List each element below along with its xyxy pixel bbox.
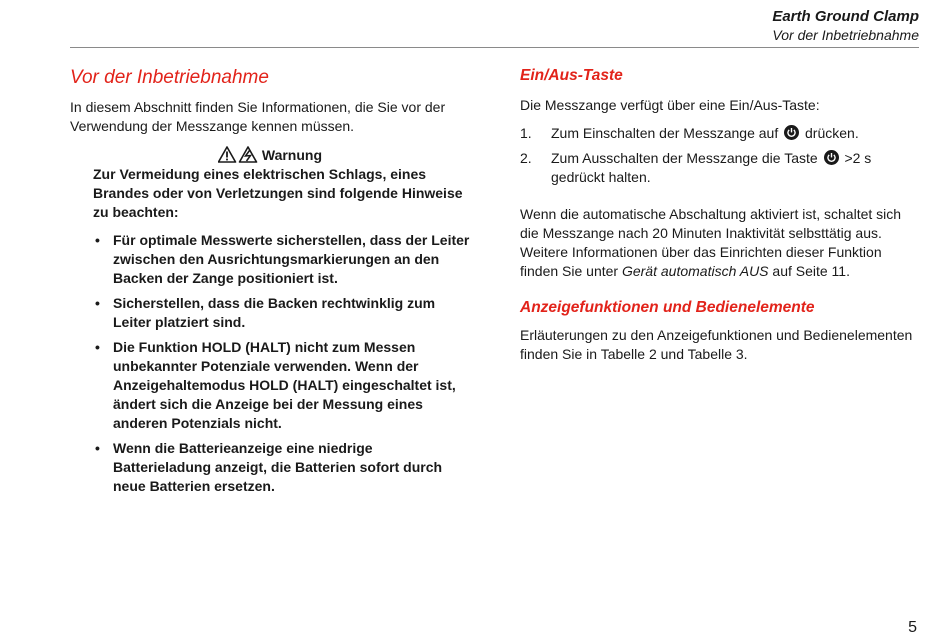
- section-intro: In diesem Abschnitt finden Sie Informationen, die Sie vor der Verwendung der Messzange kennen müssen.: [70, 99, 446, 134]
- running-header: [772, 8, 919, 44]
- right-column: [520, 66, 920, 364]
- warning-symbols: [218, 147, 262, 163]
- display-title: Anzeigefunktionen und Bedienelemente: [520, 299, 815, 316]
- bullet-icon: •: [95, 232, 100, 248]
- onoff-intro: Die Messzange verfügt über eine Ein/Aus-Taste:: [520, 97, 820, 113]
- bullet-icon: •: [95, 295, 100, 311]
- auto-off-paragraph: Wenn die automatische Abschaltung aktiviert ist, schaltet sich die Messzange nach 20 Minuten Inaktivität selbsttätig aus. Weitere Informationen über das Einrichten dieser Funktion finden Sie unter Gerät automatisch AUS auf Seite 11.: [520, 206, 902, 279]
- power-button-icon: [824, 150, 839, 165]
- bullet-icon: •: [95, 440, 100, 456]
- left-column: [70, 66, 470, 502]
- header-subtitle: Vor der Inbetriebnahme: [772, 27, 919, 43]
- list-item: • Sicherstellen, dass die Backen rechtwinklig zum Leiter platziert sind.: [95, 295, 436, 330]
- bullet-icon: •: [95, 339, 100, 355]
- warning-heading: [70, 146, 470, 165]
- list-item: • Die Funktion HOLD (HALT) nicht zum Messen unbekannter Potenziale verwenden. Wenn der Anzeigehaltemodus HOLD (HALT) eingeschaltet ist, ändert sich die Anzeige bei der Messung eines anderen Potenzials nicht.: [95, 339, 456, 431]
- page-number: 5: [908, 619, 917, 636]
- display-text: Erläuterungen zu den Anzeigefunktionen und Bedienelementen finden Sie in Tabelle 2 und Tabelle 3.: [520, 327, 913, 362]
- warning-intro: Zur Vermeidung eines elektrischen Schlags, eines Brandes oder von Verletzungen sind folgende Hinweise zu beachten:: [93, 166, 463, 220]
- warning-label: Warnung: [261, 147, 323, 163]
- power-button-icon: [784, 125, 799, 140]
- cross-reference-link[interactable]: Gerät automatisch AUS: [621, 263, 769, 279]
- onoff-steps: [520, 124, 920, 187]
- list-item: • Für optimale Messwerte sicherstellen, dass der Leiter zwischen den Ausrichtungsmarkierungen an den Backen der Zange positioniert ist.: [95, 232, 470, 286]
- header-title: Earth Ground Clamp: [772, 8, 919, 25]
- warning-triangle-icon: [218, 146, 258, 163]
- header-rule: [70, 47, 919, 48]
- onoff-title: Ein/Aus-Taste: [520, 67, 623, 84]
- list-item: 2. Zum Ausschalten der Messzange die Taste >2 s gedrückt halten.: [520, 150, 872, 185]
- warning-list: [70, 231, 470, 496]
- list-item: 1. Zum Einschalten der Messzange auf drücken.: [520, 125, 859, 141]
- section-title: Vor der Inbetriebnahme: [70, 67, 269, 88]
- list-item: • Wenn die Batterieanzeige eine niedrige Batterieladung anzeigt, die Batterien sofort durch neue Batterien ersetzen.: [95, 440, 443, 494]
